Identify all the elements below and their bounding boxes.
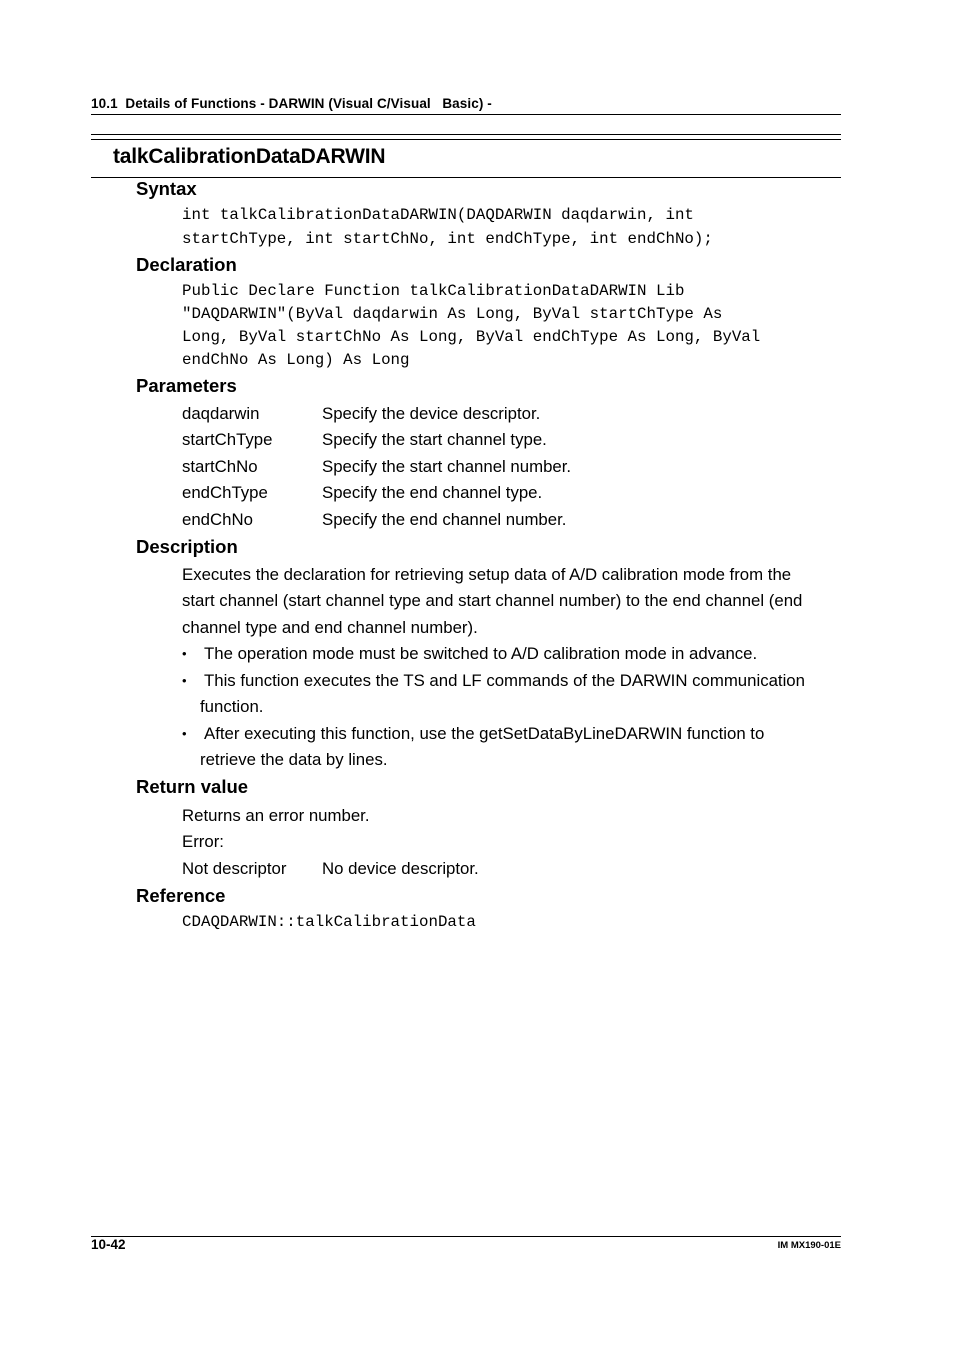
parameter-description: Specify the end channel type. [322,483,543,502]
page-number: 10-42 [91,1237,126,1252]
title-rule-upper [91,139,841,140]
bullet-marker: • [182,673,187,688]
error-label: Error: [182,832,224,851]
error-description: No device descriptor. [322,859,479,878]
declaration-heading: Declaration [136,254,237,275]
error-name: Not descriptor [182,859,287,878]
syntax-heading: Syntax [136,178,197,199]
bullet-text: The operation mode must be switched to A/D calibration mode in advance. [204,644,758,663]
parameter-description: Specify the device descriptor. [322,404,541,423]
description-line: Executes the declaration for retrieving setup data of A/D calibration mode from the [182,565,792,584]
declaration-code-line: Public Declare Function talkCalibrationDataDARWIN Lib [182,282,685,300]
function-title: talkCalibrationDataDARWIN [113,145,386,168]
bullet-text: function. [200,697,264,716]
parameter-description: Specify the start channel type. [322,430,547,449]
declaration-code-line: endChNo As Long) As Long [182,351,410,369]
running-header: 10.1 Details of Functions - DARWIN (Visual C/Visual Basic) - [91,96,492,111]
description-line: channel type and end channel number). [182,618,478,637]
parameter-description: Specify the start channel number. [322,457,572,476]
parameter-name: daqdarwin [182,404,260,423]
return-value-text: Returns an error number. [182,806,370,825]
bullet-text: retrieve the data by lines. [200,750,388,769]
bullet-text: This function executes the TS and LF commands of the DARWIN communication [204,671,805,690]
bullet-marker: • [182,646,187,661]
parameter-name: endChType [182,483,268,502]
declaration-code-line: "DAQDARWIN"(ByVal daqdarwin As Long, ByVal startChType As [182,305,723,323]
syntax-code-line: int talkCalibrationDataDARWIN(DAQDARWIN daqdarwin, int [182,206,694,224]
declaration-code-line: Long, ByVal startChNo As Long, ByVal endChType As Long, ByVal [182,328,761,346]
syntax-code-line: startChType, int startChNo, int endChType, int endChNo); [182,230,713,248]
parameter-description: Specify the end channel number. [322,510,567,529]
parameter-name: endChNo [182,510,253,529]
document-id: IM MX190-01E [777,1240,841,1251]
description-heading: Description [136,536,238,557]
parameter-name: startChType [182,430,273,449]
title-rule-top [91,134,841,135]
reference-code: CDAQDARWIN::talkCalibrationData [182,913,476,931]
return-value-heading: Return value [136,776,249,797]
parameter-name: startChNo [182,457,258,476]
description-line: start channel (start channel type and start channel number) to the end channel (end [182,591,803,610]
parameters-heading: Parameters [136,375,237,396]
header-rule [91,114,841,115]
bullet-text: After executing this function, use the getSetDataByLineDARWIN function to [204,724,765,743]
bullet-marker: • [182,726,187,741]
reference-heading: Reference [136,885,226,906]
footer-rule [91,1236,841,1237]
title-rule-bottom [91,177,841,178]
